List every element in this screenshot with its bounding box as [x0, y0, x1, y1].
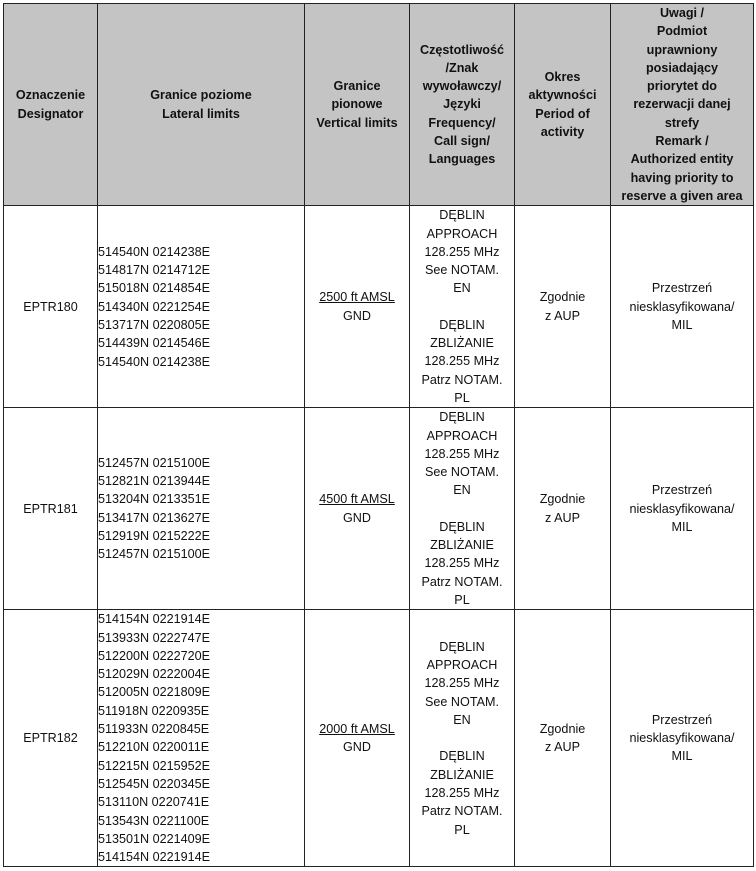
header-line: Uwagi / [659, 6, 705, 20]
header-line: Częstotliwość [420, 42, 504, 57]
frequency-line: ZBLIŻANIE [430, 336, 494, 351]
header-line: wywoławczy/ [422, 79, 502, 94]
vertical-limits-cell [305, 206, 410, 408]
lateral-limits-cell [98, 408, 305, 610]
frequency-line: APPROACH [426, 658, 498, 673]
coordinate: 512821N 0213944E [98, 474, 211, 489]
header-remarks [611, 4, 754, 206]
header-line: activity [540, 124, 585, 139]
coordinate: 513543N 0221100E [98, 813, 210, 828]
vertical-limits-cell [305, 408, 410, 610]
spacer [410, 298, 514, 316]
period-cell [515, 408, 611, 610]
remark-line: niesklasyfikowana/ [629, 501, 735, 516]
remark-line: Przestrzeń [651, 281, 713, 296]
frequency-cell [410, 206, 515, 408]
header-line: Języki [443, 97, 481, 112]
frequency-line: Patrz NOTAM. [421, 804, 503, 819]
upper-limit: 2500 ft AMSL [319, 290, 395, 305]
header-line: Authorized entity [630, 152, 734, 167]
coordinate: 512005N 0221809E [98, 685, 211, 700]
period-line: z AUP [545, 308, 580, 323]
header-line: reserve a given area [621, 188, 743, 203]
header-line: Period of [535, 106, 590, 121]
designator-cell: EPTR180 [4, 206, 98, 408]
frequency-line: 128.255 MHz [424, 676, 500, 691]
spacer [410, 729, 514, 747]
frequency-line: Patrz NOTAM. [421, 574, 503, 589]
header-line: Frequency/ [428, 115, 496, 130]
header-vertical-limits [305, 4, 410, 206]
period-line: Zgodnie [539, 492, 586, 507]
coordinate: 511918N 0220935E [98, 703, 210, 718]
frequency-line: PL [454, 390, 470, 405]
table-row [4, 610, 754, 867]
frequency-line: 128.255 MHz [424, 785, 500, 800]
frequency-line: EN [453, 713, 471, 728]
frequency-line: DĘBLIN [439, 317, 485, 332]
coordinate: 513501N 0221409E [98, 831, 211, 846]
header-line: Okres [544, 70, 581, 85]
frequency-cell [410, 408, 515, 610]
frequency-line: EN [453, 483, 471, 498]
header-line: Lateral limits [162, 106, 240, 121]
upper-limit: 4500 ft AMSL [319, 492, 395, 507]
remark-line: MIL [671, 317, 693, 332]
header-frequency [410, 4, 515, 206]
remark-line: MIL [671, 519, 693, 534]
period-line: z AUP [545, 510, 580, 525]
coordinate: 513110N 0220741E [98, 795, 210, 810]
header-line: posiadający [645, 60, 719, 75]
header-line: Granice poziome [150, 88, 252, 103]
period-cell [515, 206, 611, 408]
coordinate: 513717N 0220805E [98, 317, 211, 332]
period-cell [515, 610, 611, 867]
frequency-line: ZBLIŻANIE [430, 538, 494, 553]
upper-limit: 2000 ft AMSL [319, 722, 395, 737]
frequency-line: 128.255 MHz [424, 446, 500, 461]
coordinate: 512215N 0215952E [98, 758, 211, 773]
vertical-limits-cell [305, 610, 410, 867]
header-line: /Znak [445, 60, 479, 75]
coordinate: 514439N 0214546E [98, 336, 211, 351]
header-line: pionowe [331, 97, 383, 112]
frequency-line: Patrz NOTAM. [421, 372, 503, 387]
period-line: Zgodnie [539, 722, 586, 737]
header-line: Granice [333, 79, 381, 94]
frequency-cell [410, 610, 515, 867]
designator-cell: EPTR181 [4, 408, 98, 610]
header-line: Designator [17, 106, 84, 121]
header-line: Oznaczenie [15, 88, 86, 103]
header-line: having priority to [630, 170, 734, 185]
coordinate: 512457N 0215100E [98, 547, 211, 562]
coordinate: 512029N 0222004E [98, 667, 211, 682]
coordinate: 515018N 0214854E [98, 281, 211, 296]
remark-line: Przestrzeń [651, 712, 713, 727]
header-line: uprawniony [646, 42, 718, 57]
frequency-line: EN [453, 281, 471, 296]
coordinate: 511933N 0220845E [98, 722, 210, 737]
header-line: Vertical limits [316, 115, 398, 130]
designator-cell: EPTR182 [4, 610, 98, 867]
table-header [4, 4, 754, 206]
remark-line: Przestrzeń [651, 483, 713, 498]
lower-limit: GND [343, 510, 371, 525]
coordinate: 512210N 0220011E [98, 740, 210, 755]
header-line: Podmiot [656, 24, 708, 39]
lateral-limits-cell [98, 206, 305, 408]
frequency-line: See NOTAM. [425, 465, 499, 480]
remark-line: niesklasyfikowana/ [629, 299, 735, 314]
header-designator [4, 4, 98, 206]
frequency-line: DĘBLIN [439, 639, 485, 654]
frequency-line: APPROACH [426, 226, 498, 241]
frequency-line: See NOTAM. [425, 694, 499, 709]
header-line: Call sign/ [434, 134, 490, 149]
coordinate: 512919N 0215222E [98, 529, 211, 544]
header-line: aktywności [528, 88, 597, 103]
coordinate: 514340N 0221254E [98, 299, 211, 314]
frequency-line: APPROACH [426, 428, 498, 443]
remark-cell [611, 408, 754, 610]
frequency-line: DĘBLIN [439, 749, 485, 764]
coordinate: 514154N 0221914E [98, 850, 211, 865]
frequency-line: DĘBLIN [439, 519, 485, 534]
remark-line: niesklasyfikowana/ [629, 731, 735, 746]
coordinate: 514817N 0214712E [98, 263, 211, 278]
coordinate: 513417N 0213627E [98, 510, 211, 525]
frequency-line: DĘBLIN [439, 410, 485, 425]
frequency-line: See NOTAM. [425, 263, 499, 278]
table-row [4, 206, 754, 408]
coordinate: 514154N 0221914E [98, 612, 211, 627]
header-row [4, 4, 754, 206]
frequency-line: DĘBLIN [439, 208, 485, 223]
frequency-line: 128.255 MHz [424, 556, 500, 571]
airspace-table [3, 3, 754, 867]
period-line: Zgodnie [539, 290, 586, 305]
lower-limit: GND [343, 308, 371, 323]
coordinate: 512545N 0220345E [98, 776, 211, 791]
frequency-line: 128.255 MHz [424, 354, 500, 369]
header-period [515, 4, 611, 206]
frequency-line: 128.255 MHz [424, 244, 500, 259]
header-line: priorytet do [647, 79, 717, 94]
coordinate: 512457N 0215100E [98, 455, 211, 470]
header-line: Remark / [655, 134, 709, 149]
header-line: rezerwacji danej [633, 97, 731, 112]
coordinate: 513933N 0222747E [98, 630, 211, 645]
remark-line: MIL [671, 749, 693, 764]
remark-cell [611, 206, 754, 408]
coordinate: 512200N 0222720E [98, 648, 211, 663]
lateral-limits-cell [98, 610, 305, 867]
header-line: strefy [664, 115, 700, 130]
coordinate: 514540N 0214238E [98, 354, 211, 369]
spacer [410, 500, 514, 518]
table-body [4, 206, 754, 867]
header-line: Languages [428, 152, 496, 167]
frequency-line: ZBLIŻANIE [430, 767, 494, 782]
table-row [4, 408, 754, 610]
lower-limit: GND [343, 740, 371, 755]
coordinate: 513204N 0213351E [98, 492, 211, 507]
frequency-line: PL [454, 592, 470, 607]
period-line: z AUP [545, 740, 580, 755]
coordinate: 514540N 0214238E [98, 244, 211, 259]
remark-cell [611, 610, 754, 867]
header-lateral-limits [98, 4, 305, 206]
frequency-line: PL [454, 822, 470, 837]
